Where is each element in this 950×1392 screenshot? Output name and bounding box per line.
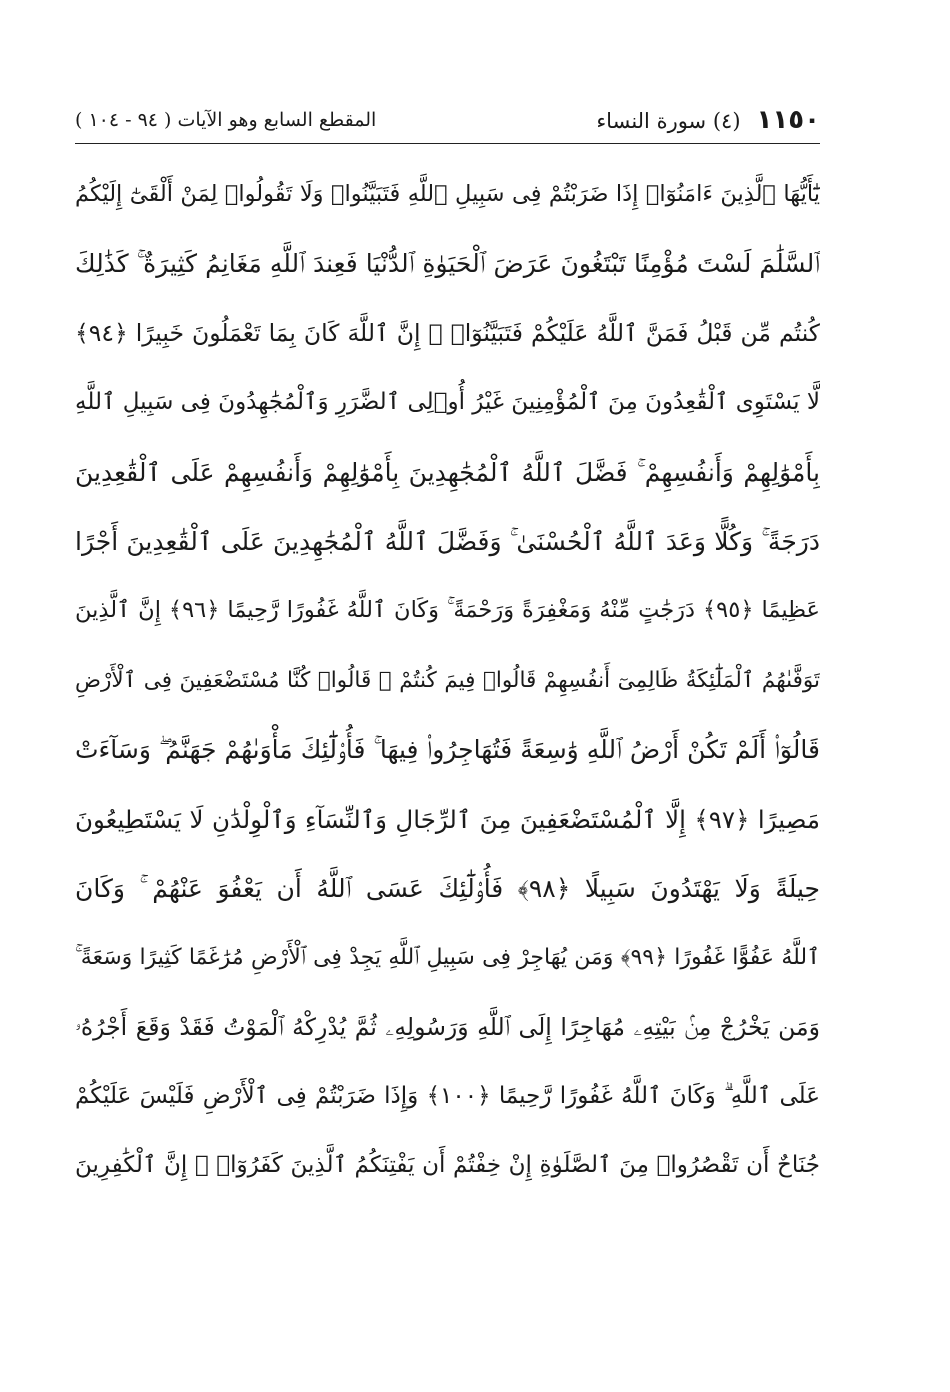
header-divider [75,143,820,144]
page-header [75,100,820,140]
page-number: ١١٥٠ [756,105,820,135]
section-label: المقطع السابع وهو الآيات ( ٩٤ - ١٠٤ ) [75,109,377,131]
verse-line-14: عَلَى ٱللَّهِ ۗ وَكَانَ ٱللَّهُ غَفُورًا رَّحِيمًا ﴿١٠٠﴾ وَإِذَا ضَرَبْتُمْ فِى ٱلْأَرْضِ فَلَيْسَ عَلَيْكُمْ [75,1083,820,1110]
verse-line-1: يَٰٓأَيُّهَا ٱلَّذِينَ ءَامَنُوٓا۟ إِذَا ضَرَبْتُمْ فِى سَبِيلِ ٱللَّهِ فَتَبَيَّنُوا۟ وَلَا تَقُولُوا۟ لِمَنْ أَلْقَىٰٓ إِلَيْكُمُ [75,181,820,207]
verse-line-6: دَرَجَةً ۚ وَكُلًّا وَعَدَ ٱللَّهُ ٱلْحُسْنَىٰ ۚ وَفَضَّلَ ٱللَّهُ ٱلْمُجَٰهِدِينَ عَلَى ٱلْقَٰعِدِينَ أَجْرًا [75,526,820,556]
verse-line-4: لَّا يَسْتَوِى ٱلْقَٰعِدُونَ مِنَ ٱلْمُؤْمِنِينَ غَيْرُ أُو۟لِى ٱلضَّرَرِ وَٱلْمُجَٰهِدُونَ فِى سَبِيلِ ٱللَّهِ [75,389,820,416]
verse-line-7: عَظِيمًا ﴿٩٥﴾ دَرَجَٰتٍ مِّنْهُ وَمَغْفِرَةً وَرَحْمَةً ۚ وَكَانَ ٱللَّهُ غَفُورًا رَّحِيمًا ﴿٩٦﴾ إِنَّ ٱلَّذِينَ [75,597,820,624]
verse-line-5: بِأَمْوَٰلِهِمْ وَأَنفُسِهِمْ ۚ فَضَّلَ ٱللَّهُ ٱلْمُجَٰهِدِينَ بِأَمْوَٰلِهِمْ وَأَنفُسِهِمْ عَلَى ٱلْقَٰعِدِينَ [75,457,820,487]
verse-line-10: مَصِيرًا ﴿٩٧﴾ إِلَّا ٱلْمُسْتَضْعَفِينَ مِنَ ٱلرِّجَالِ وَٱلنِّسَآءِ وَٱلْوِلْدَٰنِ لَا يَسْتَطِيعُونَ [75,804,820,834]
verse-line-3: كُنتُم مِّن قَبْلُ فَمَنَّ ٱللَّهُ عَلَيْكُمْ فَتَبَيَّنُوٓا۟ ۚ إِنَّ ٱللَّهَ كَانَ بِمَا تَعْمَلُونَ خَبِيرًا ﴿٩٤﴾ [75,318,820,347]
verse-line-15: جُنَاحٌ أَن تَقْصُرُوا۟ مِنَ ٱلصَّلَوٰةِ إِنْ خِفْتُمْ أَن يَفْتِنَكُمُ ٱلَّذِينَ كَفَرُوٓا۟ ۚ إِنَّ ٱلْكَٰفِرِينَ [75,1152,820,1179]
verse-line-9: قَالُوٓا۟ أَلَمْ تَكُنْ أَرْضُ ٱللَّهِ وَٰسِعَةً فَتُهَاجِرُوا۟ فِيهَا ۚ فَأُو۟لَٰٓئِكَ مَأْوَىٰهُمْ جَهَنَّمُ ۖ وَسَآءَتْ [75,735,820,765]
verse-line-2: ٱلسَّلَٰمَ لَسْتَ مُؤْمِنًا تَبْتَغُونَ عَرَضَ ٱلْحَيَوٰةِ ٱلدُّنْيَا فَعِندَ ٱللَّهِ مَغَانِمُ كَثِيرَةٌ ۚ كَذَٰلِكَ [75,249,820,279]
verse-line-11: حِيلَةً وَلَا يَهْتَدُونَ سَبِيلًا ﴿٩٨﴾ فَأُو۟لَٰٓئِكَ عَسَى ٱللَّهُ أَن يَعْفُوَ عَنْهُمْ ۚ وَكَانَ [75,873,820,903]
verse-line-8: تَوَفَّىٰهُمُ ٱلْمَلَٰٓئِكَةُ ظَالِمِىٓ أَنفُسِهِمْ قَالُوا۟ فِيمَ كُنتُمْ ۖ قَالُوا۟ كُنَّا مُسْتَضْعَفِينَ فِى ٱلْأَرْضِ [75,667,820,693]
verses-block [75,160,820,1201]
verse-line-12: ٱللَّهُ عَفُوًّا غَفُورًا ﴿٩٩﴾ وَمَن يُهَاجِرْ فِى سَبِيلِ ٱللَّهِ يَجِدْ فِى ٱلْأَرْضِ مُرَٰغَمًا كَثِيرًا وَسَعَةً ۚ [75,945,820,971]
verse-line-13: وَمَن يَخْرُجْ مِنۢ بَيْتِهِۦ مُهَاجِرًا إِلَى ٱللَّهِ وَرَسُولِهِۦ ثُمَّ يُدْرِكْهُ ٱلْمَوْتُ فَقَدْ وَقَعَ أَجْرُهُۥ [75,1012,820,1041]
header-right [596,105,820,135]
surah-name: (٤) سورة النساء [596,109,741,133]
